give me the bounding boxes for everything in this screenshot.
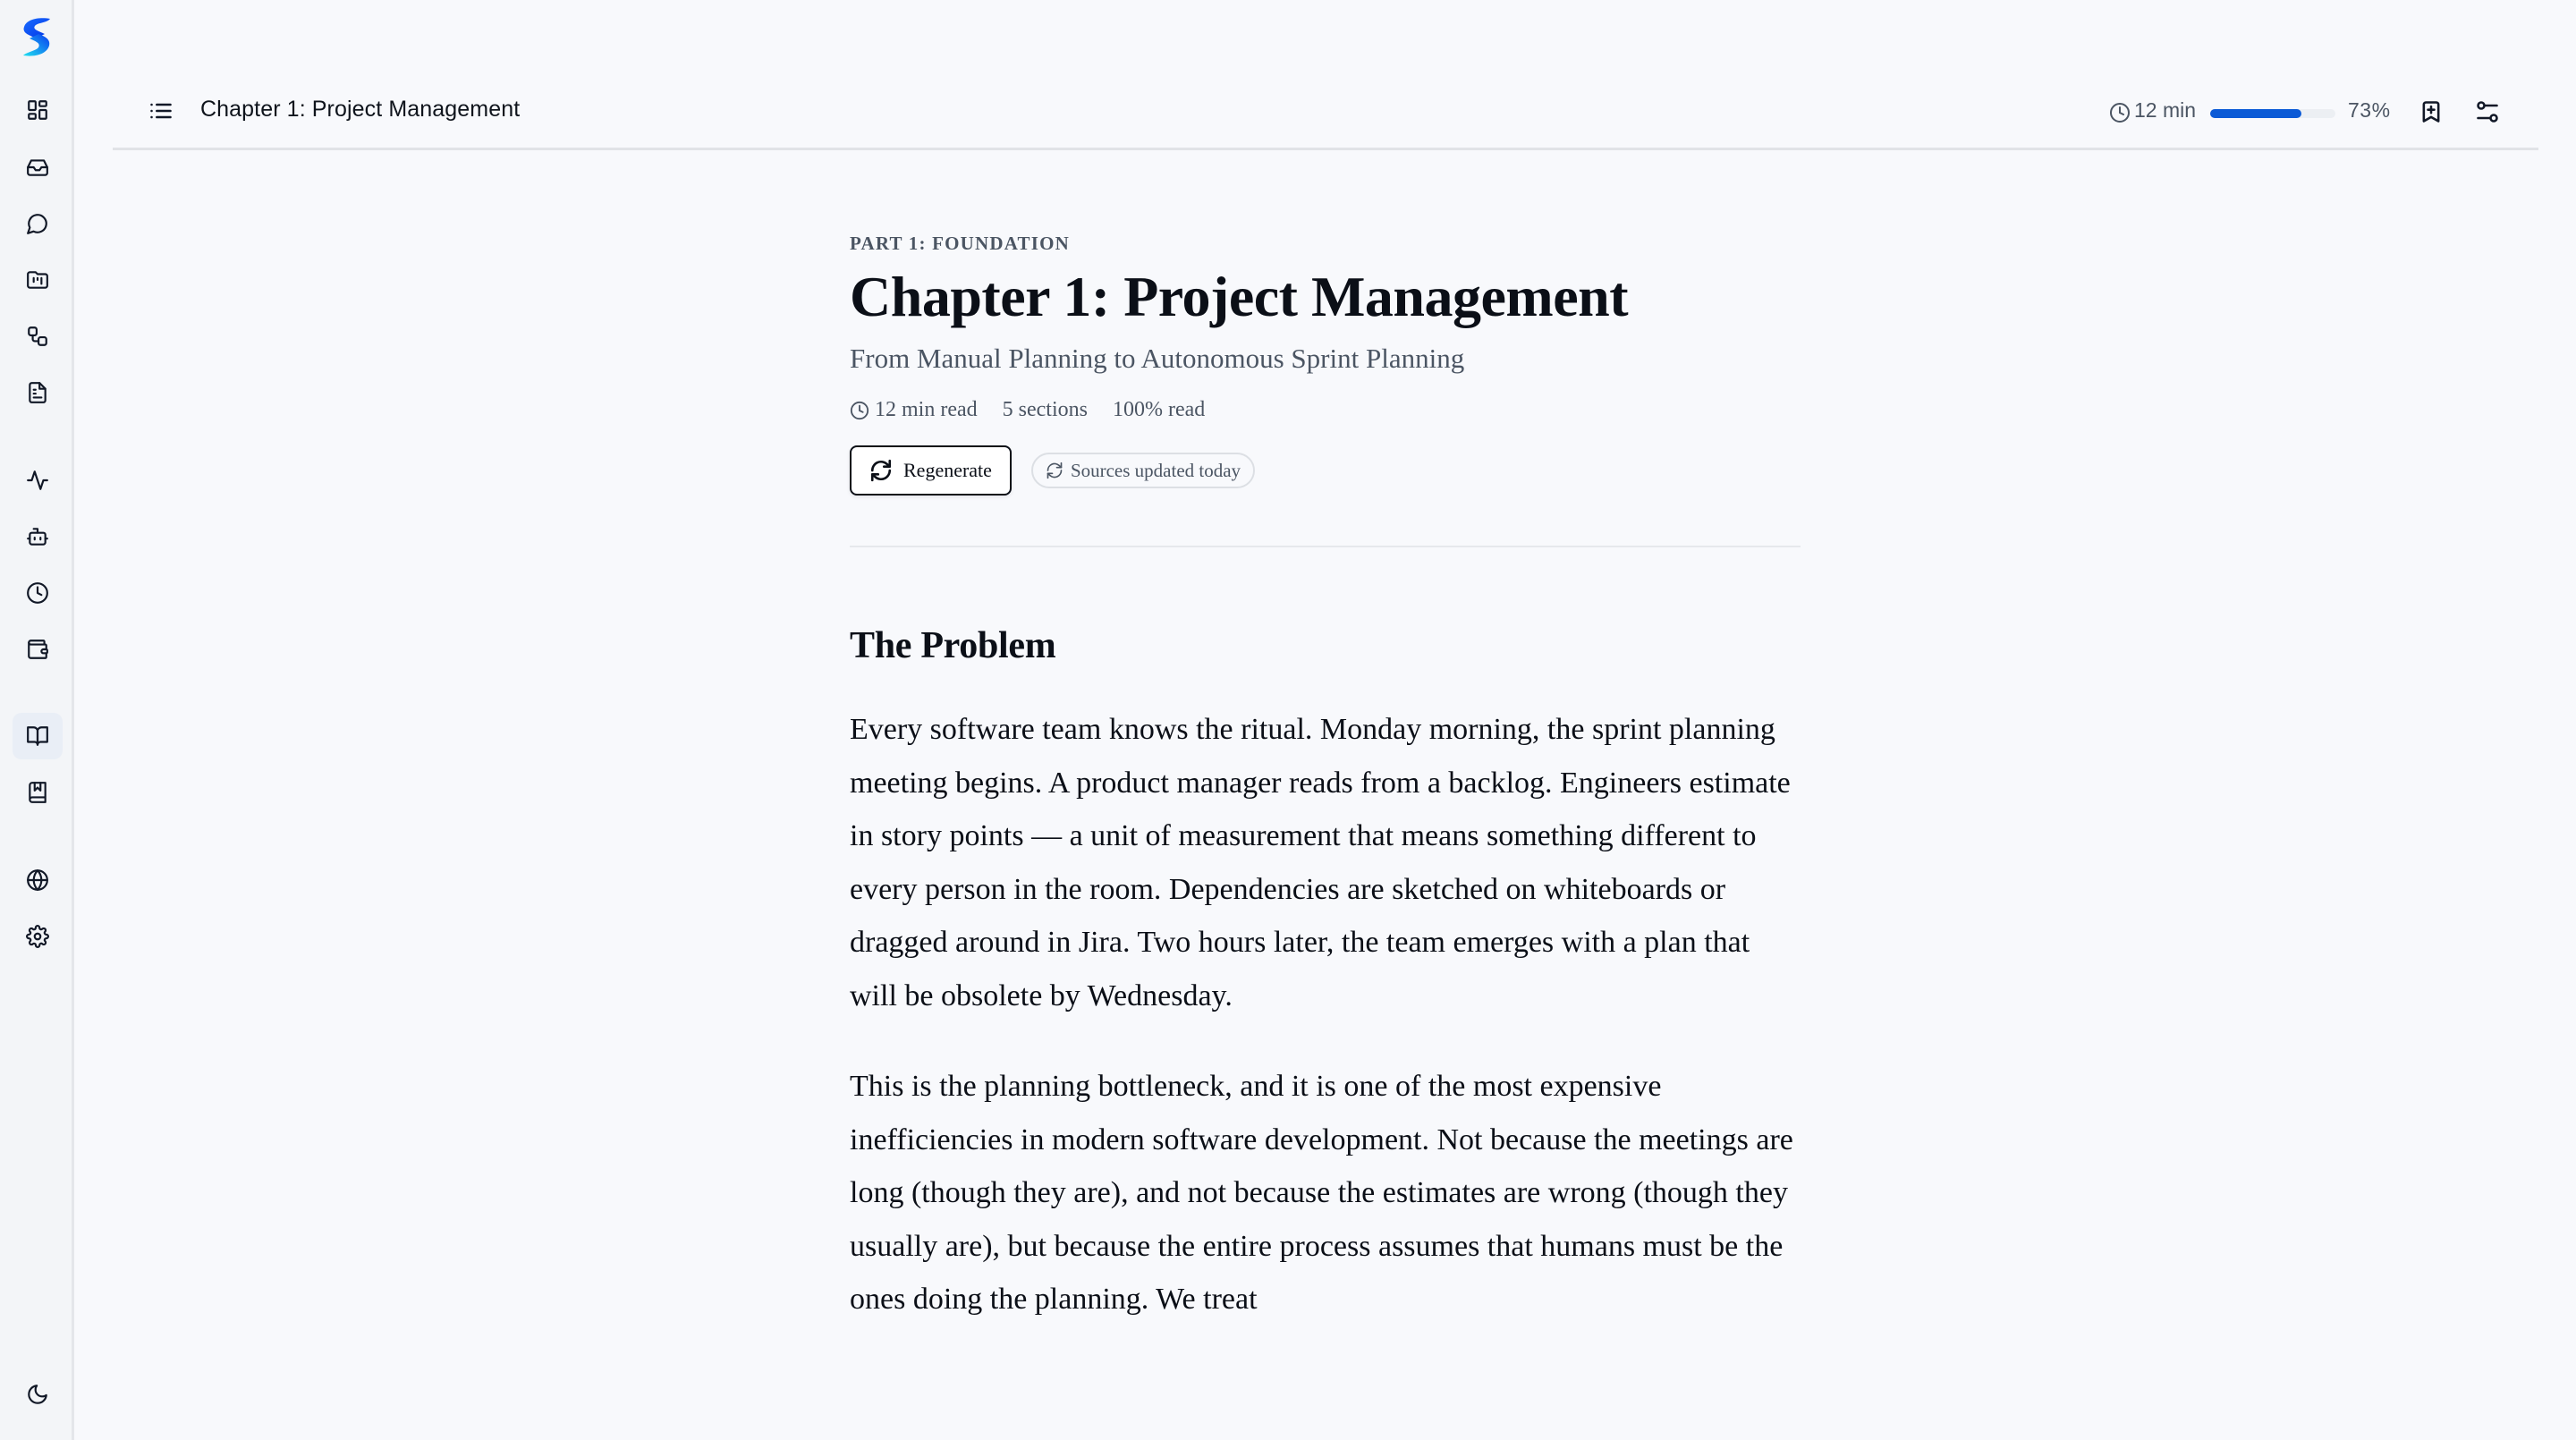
sidebar-item-agents[interactable] — [13, 513, 63, 560]
sidebar-item-library[interactable] — [13, 769, 63, 816]
workflow-icon — [26, 325, 49, 348]
sidebar-item-activity[interactable] — [13, 457, 63, 504]
reader-settings-button[interactable] — [2472, 97, 2503, 127]
chat-bubble-icon — [26, 212, 49, 235]
sidebar-item-settings[interactable] — [13, 913, 63, 960]
bot-icon — [26, 525, 49, 548]
sidebar — [0, 0, 74, 1440]
bookmark-plus-icon — [2419, 99, 2444, 124]
bookmark-book-icon — [26, 781, 49, 804]
sidebar-item-inbox[interactable] — [13, 144, 63, 191]
reading-progress-bar — [2210, 109, 2335, 118]
chapter-title: Chapter 1: Project Management — [850, 265, 1628, 328]
gear-icon — [26, 925, 49, 948]
sections-count: 5 sections — [1002, 398, 1088, 422]
regenerate-button[interactable] — [850, 445, 1012, 496]
sidebar-item-projects[interactable] — [13, 257, 63, 303]
moon-icon — [26, 1383, 49, 1406]
reading-progress-percent: 73% — [2348, 98, 2391, 122]
reading-time: 12 min — [2134, 98, 2197, 122]
clock-icon — [26, 581, 49, 605]
regenerate-label: Regenerate — [903, 459, 992, 482]
read-time-text: 12 min read — [875, 398, 978, 422]
sources-status-badge — [1031, 453, 1255, 488]
wallet-icon — [26, 638, 49, 661]
list-icon — [148, 98, 174, 123]
sidebar-item-book[interactable] — [13, 713, 63, 759]
refresh-icon — [869, 459, 893, 482]
sidebar-item-history[interactable] — [13, 570, 63, 616]
chapter-meta — [850, 398, 1801, 422]
app-logo[interactable] — [20, 16, 54, 57]
sidebar-item-workflows[interactable] — [13, 313, 63, 360]
open-book-icon — [26, 724, 49, 748]
chapter-subtitle: From Manual Planning to Autonomous Sprint Planning — [850, 343, 1465, 375]
reader-toolbar — [113, 75, 2538, 150]
refresh-icon — [1046, 462, 1063, 479]
sidebar-item-wallet[interactable] — [13, 626, 63, 673]
read-status: 100% read — [1112, 398, 1206, 422]
section-heading: The Problem — [850, 625, 1056, 667]
document-icon — [26, 381, 49, 404]
add-bookmark-button[interactable] — [2416, 97, 2446, 127]
chapter-breadcrumb-title: Chapter 1: Project Management — [200, 97, 521, 122]
folder-kanban-icon — [26, 268, 49, 292]
sources-status-text: Sources updated today — [1070, 459, 1241, 481]
part-label: PART 1: FOUNDATION — [850, 233, 1071, 254]
globe-icon — [26, 868, 49, 892]
sidebar-item-documents[interactable] — [13, 369, 63, 416]
clock-icon — [2109, 102, 2131, 123]
grid-icon — [26, 98, 49, 122]
sliders-icon — [2475, 99, 2500, 124]
inbox-icon — [26, 156, 49, 179]
table-of-contents-button[interactable] — [148, 98, 175, 125]
header-divider — [850, 546, 1801, 547]
sidebar-item-dashboard[interactable] — [13, 87, 63, 133]
chapter-actions — [850, 445, 1801, 496]
chapter-article — [850, 233, 1801, 1326]
theme-toggle-button[interactable] — [13, 1371, 63, 1418]
paragraph: Every software team knows the ritual. Monday morning, the sprint planning meeting begins. A product manager reads from a backlog. Engineers estimate in story points — a unit of measurement that means something different to every person in the room. Dependencies are sketched on whiteboards or dragged around in Jira. Two hours later, the team emerges with a plan that will be obsolete by Wednesday. — [850, 713, 1791, 1012]
clock-icon — [850, 401, 869, 420]
activity-icon — [26, 469, 49, 492]
paragraph: This is the planning bottleneck, and it is one of the most expensive inefficiencies in modern software development. Not because the meetings are long (though they are), and not because the estimates are wrong (though they usually are), but because the entire process assumes that humans must be the ones doing the planning. We treat — [850, 1070, 1793, 1317]
reading-progress-fill — [2210, 109, 2301, 118]
sidebar-item-web[interactable] — [13, 857, 63, 903]
read-time-meta — [850, 398, 978, 422]
sidebar-item-chat[interactable] — [13, 200, 63, 247]
